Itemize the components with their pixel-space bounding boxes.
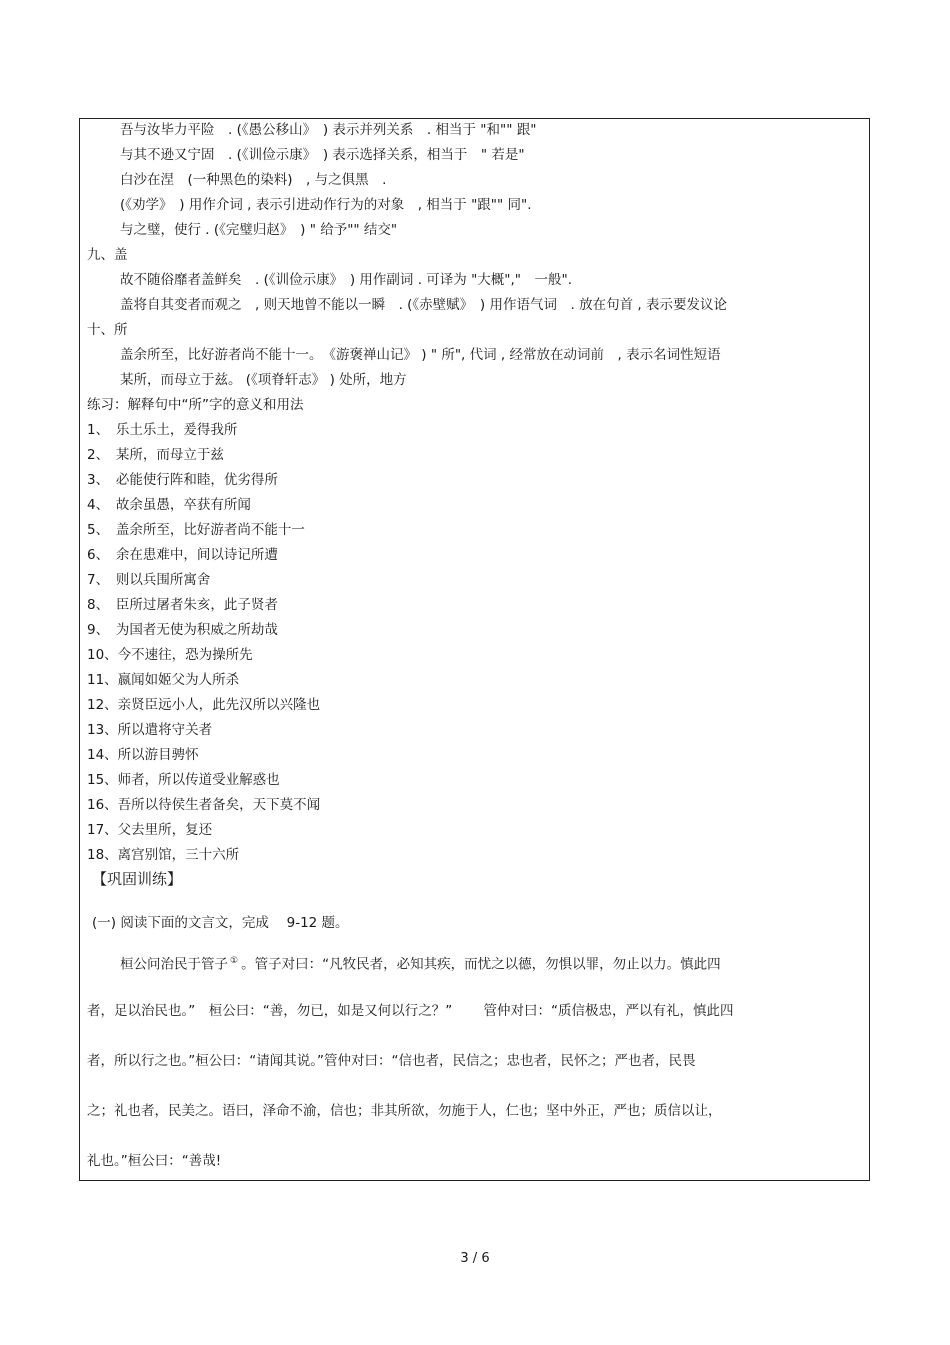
exercise-item: 7、 则以兵围所寓舍 xyxy=(87,572,211,588)
passage-text: 。管子对曰：“凡牧民者，必知其疾，而忧之以德，勿惧以罪，勿止以力。慎此四 xyxy=(241,956,721,973)
text-line: 与之璧，使行 . (《完璧归赵》 ) " 给予"" 结交" xyxy=(120,222,398,238)
exercise-item: 5、 盖余所至，比好游者尚不能十一 xyxy=(87,522,305,538)
text-line: (《劝学》 ) 用作介词 , 表示引进动作行为的对象 , 相当于 "跟"" 同". xyxy=(120,197,532,213)
text-line: 白沙在涅 (一种黑色的染料) , 与之俱黑 . xyxy=(120,172,387,188)
exercise-item: 13、所以遣将守关者 xyxy=(87,722,213,738)
exercise-item: 12、亲贤臣远小人，此先汉所以兴隆也 xyxy=(87,697,321,713)
text-line: 盖将自其变者而观之 , 则天地曾不能以一瞬 . (《赤壁赋》 ) 用作语气词 . 放在句首 , 表示要发议论 xyxy=(120,297,727,313)
exercise-item: 3、 必能使行阵和睦，优劣得所 xyxy=(87,472,278,488)
text-line: 与其不逊又宁固 . (《训俭示康》 ) 表示选择关系，相当于 " 若是" xyxy=(120,147,525,163)
exercise-item: 6、 余在患难中，间以诗记所遭 xyxy=(87,547,278,563)
exercise-item: 18、离宫别馆，三十六所 xyxy=(87,847,240,863)
exercise-item: 4、 故余虽愚，卒获有所闻 xyxy=(87,497,251,513)
content-frame xyxy=(79,118,870,1181)
page-number: 3 / 6 xyxy=(460,1251,490,1266)
text-line: 某所，而母立于兹。 (《项脊轩志》 ) 处所，地方 xyxy=(120,372,407,388)
exercise-item: 1、 乐土乐土，爰得我所 xyxy=(87,422,238,438)
reading-intro: (一) 阅读下面的文言文，完成 9-12 题。 xyxy=(92,915,349,931)
passage-line: 者，所以行之也。”桓公曰：“请闻其说。”管仲对曰：“信也者，民信之；忠也者，民怀之；严也者，民畏 xyxy=(87,1053,696,1069)
exercise-item: 8、 臣所过屠者朱亥，此子贤者 xyxy=(87,597,278,613)
section-title: 【巩固训练】 xyxy=(92,870,183,888)
exercise-item: 2、 某所，而母立于兹 xyxy=(87,447,224,463)
exercise-item: 17、父去里所，复还 xyxy=(87,822,213,838)
exercise-item: 14、所以游目骋怀 xyxy=(87,747,199,763)
exercise-title: 练习：解释句中“所”字的意义和用法 xyxy=(87,397,304,413)
exercise-item: 15、师者，所以传道受业解惑也 xyxy=(87,772,280,788)
passage-line xyxy=(120,952,721,974)
exercise-item: 9、 为国者无使为积威之所劫哉 xyxy=(87,622,278,638)
exercise-item: 16、吾所以待侯生者备矣，天下莫不闻 xyxy=(87,797,321,813)
text-line: 盖余所至，比好游者尚不能十一。 《游褒禅山记》 ) " 所", 代词 , 经常放在动词前 , 表示名词性短语 xyxy=(120,347,721,363)
text-line: 故不随俗靡者盖鲜矣 . (《训俭示康》 ) 用作副词 . 可译为 "大概"," 一般". xyxy=(120,272,572,288)
exercise-item: 11、嬴闻如姬父为人所杀 xyxy=(87,672,240,688)
text-line: 吾与汝毕力平险 . (《愚公移山》 ) 表示并列关系 . 相当于 "和"" 跟" xyxy=(120,122,537,138)
section-heading-9: 九、盖 xyxy=(87,247,128,263)
passage-line: 之；礼也者，民美之。语曰，泽命不渝，信也；非其所欲，勿施于人，仁也；坚中外正，严也；质信以让， xyxy=(87,1103,722,1119)
passage-text: 桓公问治民于管子 xyxy=(120,956,228,973)
passage-line: 者，足以治民也。” 桓公曰：“善，勿已，如是又何以行之？” 管仲对曰：“质信极忠，严以有礼，慎此四 xyxy=(87,1003,734,1019)
footnote-mark: ① xyxy=(230,956,239,966)
passage-line: 礼也。”桓公曰：“善哉! xyxy=(87,1153,222,1169)
exercise-item: 10、今不速往，恐为操所先 xyxy=(87,647,253,663)
section-heading-10: 十、所 xyxy=(87,322,128,338)
